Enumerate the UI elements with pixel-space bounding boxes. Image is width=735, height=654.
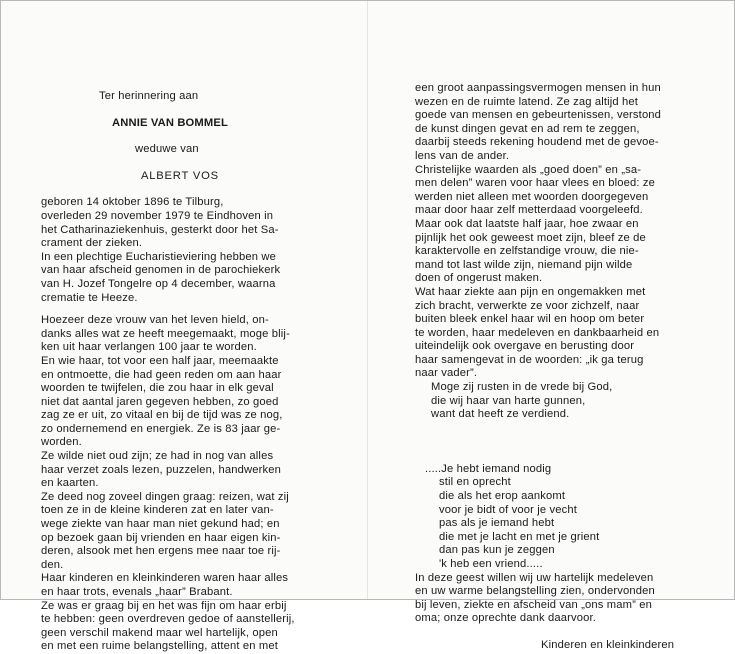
text-line: overleden 29 november 1979 te Eindhoven in: [41, 209, 274, 222]
text-line: haar verzet zoals lezen, puzzelen, handwerken: [41, 463, 281, 476]
text-line: Hoezeer deze vrouw van het leven hield, on-: [41, 314, 269, 327]
text-line: geen verschil makend maar wel hartelijk, open: [41, 626, 278, 639]
text-line: ken uit haar verlangen 100 jaar te worden.: [41, 341, 257, 354]
spouse-name: ALBERT VOS: [141, 169, 219, 182]
text-line: en met een ruime belangstelling, attent en met: [41, 640, 279, 653]
verse-line: want dat heeft ze verdiend.: [431, 408, 570, 421]
text-line: van H. Jozef Tongelre op 4 december, waarna: [41, 277, 276, 290]
deceased-name: ANNIE VAN BOMMEL: [112, 116, 228, 129]
poem-line: pas als je iemand hebt: [439, 517, 555, 530]
text-line: bij leven, ziekte en afscheid van „ons mam” en: [415, 598, 652, 611]
text-line: worden.: [41, 436, 82, 449]
poem-line: die als het erop aankomt: [439, 490, 566, 503]
text-line: en uw warme belangstelling zien, ondervonden: [415, 585, 655, 598]
text-line: te worden, haar medeleven en dankbaarheid en: [415, 326, 660, 339]
poem-line: voor je bidt of voor je vecht: [439, 503, 578, 516]
text-line: buiten bleek enkel haar wil en hoop om beter: [415, 313, 645, 326]
eulogy-continued: [415, 82, 699, 381]
text-line: doen of ongerust maken.: [415, 272, 543, 285]
text-line: zich bracht, verwerkte ze voor zichzelf, naar: [415, 299, 640, 312]
text-line: crematie te Heeze.: [41, 291, 138, 304]
text-line: Ze wilde niet oud zijn; ze had in nog van alles: [41, 450, 274, 463]
text-line: uiteindelijk ook overgave en berusting door: [415, 340, 635, 353]
text-line: naar vader”.: [415, 367, 478, 380]
text-line: daarbij steeds rekening houdend met de gevoe-: [415, 136, 659, 149]
text-line: goede van mensen en gebeurtenissen, verstond: [415, 109, 662, 122]
text-line: En wie haar, tot voor een half jaar, meemaakte: [41, 354, 279, 367]
closing-paragraph: [415, 572, 699, 626]
text-line: Ze deed nog zoveel dingen graag: reizen, wat zij: [41, 490, 289, 503]
verse-line: Moge zij rusten in de vrede bij God,: [431, 381, 613, 394]
text-line: Maar ook dat laatste half jaar, hoe zwaar en: [415, 217, 639, 230]
verse-line: die wij haar van harte gunnen,: [431, 394, 586, 407]
poem-line: dan pas kun je zeggen: [439, 544, 555, 557]
text-line: maar door haar zelf metterdaad voorgeleefd.: [415, 204, 643, 217]
text-line: werden niet alleen met woorden doorgegeven: [415, 190, 649, 203]
text-line: en ontmoette, die had geen reden om aan haar: [41, 368, 282, 381]
text-line: niet dat aantal jaren gegeven hebben, zo goed: [41, 395, 279, 408]
text-line: het Catharinaziekenhuis, gesterkt door het Sa-: [41, 223, 279, 236]
text-line: toen ze in de kleine kinderen zat en later van-: [41, 504, 274, 517]
poem: [415, 463, 699, 572]
text-line: In een plechtige Eucharistieviering hebben we: [41, 250, 277, 263]
text-line: men delen” waren voor haar vlees en bloed: ze: [415, 177, 655, 190]
poem-line: stil en oprecht: [439, 476, 511, 489]
signature: Kinderen en kleinkinderen: [541, 638, 675, 651]
text-line: lens van de ander.: [415, 149, 510, 162]
poem-line: 'k heb een vriend.....: [439, 558, 543, 570]
text-line: te hebben: geen overdreven gedoe of aanstellerij,: [41, 613, 295, 626]
bio-paragraph: [41, 196, 337, 305]
text-line: en haar trots, evenals „haar” Brabant.: [41, 586, 233, 598]
text-line: danks alles wat ze heeft meegemaakt, moge blij-: [41, 327, 290, 340]
text-line: pijnlijk het ook geweest moet zijn, bleef ze de: [415, 231, 646, 244]
text-line: In deze geest willen wij uw hartelijk medeleven: [415, 571, 654, 584]
text-line: Christelijke waarden als „goed doen” en „sa-: [415, 163, 642, 176]
eulogy-paragraph: [41, 314, 337, 654]
text-line: woorden te twijfelen, die zou haar in elk geval: [41, 382, 274, 395]
text-line: haar samengevat in de woorden: „ik ga terug: [415, 353, 644, 366]
right-column: [415, 82, 699, 653]
text-line: zag ze er uit, zo vitaal en bij de tijd was ze nog,: [41, 409, 283, 422]
widow-text: weduwe van: [135, 143, 199, 156]
text-line: Wat haar ziekte aan pijn en ongemakken met: [415, 285, 646, 298]
text-line: karaktervolle en zelfstandige vrouw, die nie-: [415, 245, 639, 258]
text-line: de kunst dingen gevat en ad rem te zeggen,: [415, 122, 640, 135]
text-line: mand tot last wilde zijn, niemand pijn wilde: [415, 258, 633, 271]
text-line: geboren 14 oktober 1896 te Tilburg,: [41, 196, 224, 209]
text-line: deren, alsook met hen ergens mee naar toe rij-: [41, 545, 281, 558]
poem-line: .....Je hebt iemand nodig: [425, 462, 552, 475]
text-line: wege ziekte van haar man niet gekund had; en: [41, 518, 280, 531]
verse: [415, 381, 699, 422]
text-line: den.: [41, 558, 64, 571]
text-line: Haar kinderen en kleinkinderen waren haar alles: [41, 572, 289, 585]
text-line: een groot aanpassingsvermogen mensen in hun: [415, 82, 661, 94]
text-line: en kaarten.: [41, 477, 99, 490]
text-line: Ze was er graag bij en het was fijn om haar erbij: [41, 599, 287, 612]
text-line: van haar afscheid genomen in de parochiekerk: [41, 264, 281, 277]
text-line: op bezoek gaan bij vrienden en haar eigen kin-: [41, 531, 281, 544]
text-line: zo ondernemend en energiek. Ze is 83 jaar ge-: [41, 422, 281, 435]
poem-line: die met je lacht en met je grient: [439, 530, 600, 543]
text-line: crament der zieken.: [41, 237, 143, 250]
text-line: oma; onze oprechte dank daarvoor.: [415, 612, 596, 625]
card-fold: [367, 1, 368, 599]
text-line: wezen en de ruimte latend. Ze zag altijd het: [415, 95, 639, 108]
left-column: [41, 90, 337, 654]
intro-text: Ter herinnering aan: [99, 90, 199, 102]
